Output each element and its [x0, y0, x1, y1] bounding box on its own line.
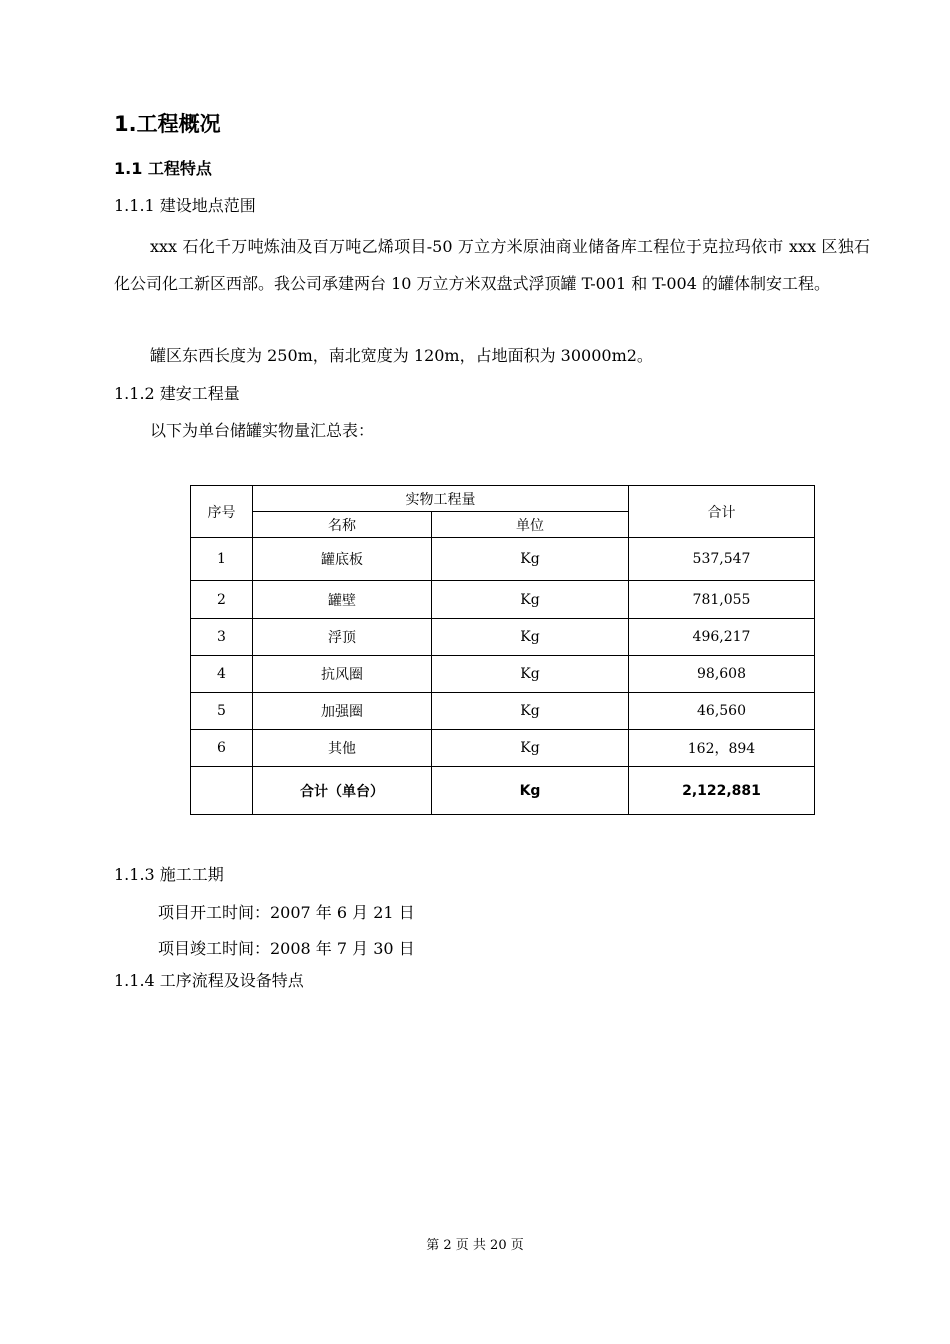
table-row: [191, 619, 815, 656]
cell-name: 其他: [253, 730, 432, 767]
section-heading-1-1-2: 1.1.2 建安工程量: [114, 384, 240, 403]
cell-total: 781,055: [629, 581, 815, 619]
cell-unit: Kg: [432, 619, 629, 656]
table-row: [191, 656, 815, 693]
table-intro-text: 以下为单台储罐实物量汇总表：: [150, 421, 375, 440]
header-group: 实物工程量: [253, 486, 629, 512]
start-date-text: 项目开工时间：2007 年 6 月 21 日: [158, 903, 415, 922]
table-row: [191, 538, 815, 581]
cell-name: 罐壁: [253, 581, 432, 619]
cell-seq: [191, 767, 253, 815]
cell-total: 2,122,881: [629, 767, 815, 815]
cell-unit: Kg: [432, 767, 629, 815]
section-heading-1-1: 1.1 工程特点: [114, 159, 212, 178]
section-heading-1-1-3: 1.1.3 施工工期: [114, 865, 224, 884]
cell-seq: 2: [191, 581, 253, 619]
cell-name: 罐底板: [253, 538, 432, 581]
cell-unit: Kg: [432, 581, 629, 619]
table-row: [191, 693, 815, 730]
header-name: 名称: [253, 512, 432, 538]
cell-name: 合计（单台）: [253, 767, 432, 815]
location-paragraph: xxx 石化千万吨炼油及百万吨乙烯项目-50 万立方米原油商业储备库工程位于克拉玛依市 xxx 区独石化公司化工新区西部。我公司承建两台 10 万立方米双盘式浮顶罐 T-001 和 T-004 的罐体制安工程。: [114, 237, 870, 293]
cell-name: 抗风圈: [253, 656, 432, 693]
cell-total: 98,608: [629, 656, 815, 693]
cell-unit: Kg: [432, 656, 629, 693]
cell-name: 浮顶: [253, 619, 432, 656]
page-footer: 第 2 页 共 20 页: [426, 1238, 524, 1253]
header-seq: 序号: [191, 486, 253, 538]
table-sum-row: [191, 767, 815, 815]
section-heading-1-1-4: 1.1.4 工序流程及设备特点: [114, 971, 304, 990]
cell-seq: 6: [191, 730, 253, 767]
cell-total: 162，894: [629, 730, 815, 767]
cell-name: 加强圈: [253, 693, 432, 730]
cell-total: 537,547: [629, 538, 815, 581]
header-unit: 单位: [432, 512, 629, 538]
cell-seq: 4: [191, 656, 253, 693]
quantity-table: [190, 485, 815, 815]
cell-unit: Kg: [432, 693, 629, 730]
cell-total: 496,217: [629, 619, 815, 656]
cell-seq: 1: [191, 538, 253, 581]
section-heading-1-1-1: 1.1.1 建设地点范围: [114, 196, 256, 215]
cell-unit: Kg: [432, 538, 629, 581]
table-row: [191, 581, 815, 619]
cell-seq: 3: [191, 619, 253, 656]
area-paragraph: 罐区东西长度为 250m，南北宽度为 120m，占地面积为 30000m2。: [150, 346, 653, 365]
table-row: [191, 730, 815, 767]
section-heading-1: 1.工程概况: [114, 112, 221, 136]
cell-total: 46,560: [629, 693, 815, 730]
cell-unit: Kg: [432, 730, 629, 767]
cell-seq: 5: [191, 693, 253, 730]
end-date-text: 项目竣工时间：2008 年 7 月 30 日: [158, 939, 415, 958]
header-total: 合计: [629, 486, 815, 538]
